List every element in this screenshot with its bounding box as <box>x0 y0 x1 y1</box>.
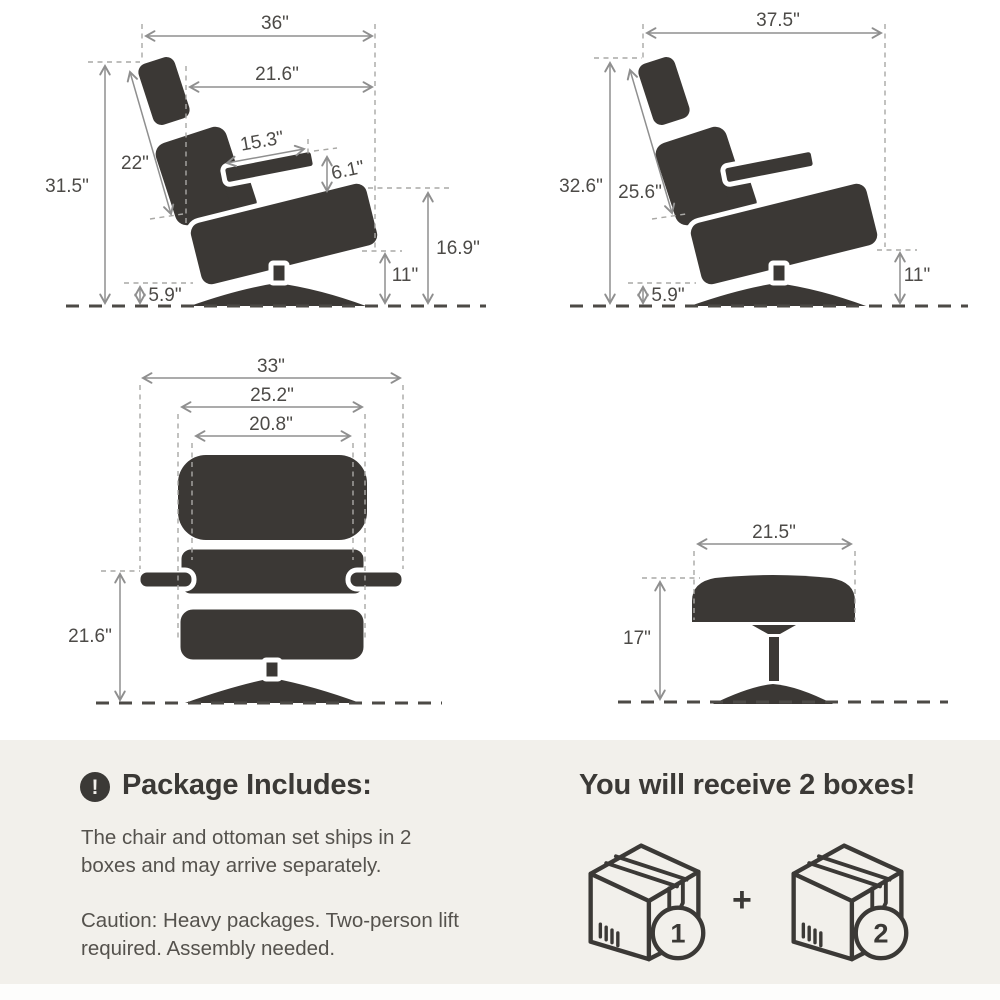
dim-label-overall-height: 32.6" <box>559 176 603 197</box>
boxes-heading: You will receive 2 boxes! <box>579 769 916 801</box>
diagram-chair-front <box>68 356 442 703</box>
dim-label-overall-height: 17" <box>623 628 651 649</box>
alert-icon-glyph: ! <box>91 775 99 799</box>
dim-label-armrest-to-seat: 6.1" <box>329 156 367 185</box>
diagram-chair-side-b <box>559 10 968 306</box>
dim-label-ground-clearance: 5.9" <box>651 285 685 306</box>
dim-label-backrest: 25.6" <box>618 182 662 203</box>
dim-label-armrest-length: 15.3" <box>238 127 286 156</box>
box-number: 2 <box>873 917 889 949</box>
alert-icon <box>80 772 110 802</box>
shipping-box-icon <box>579 833 711 965</box>
dim-label-top-width: 21.5" <box>752 522 796 543</box>
shipping-box-icon <box>782 833 914 965</box>
dim-label-overall-width: 33" <box>257 356 285 377</box>
dim-label-backrest: 22" <box>121 153 149 174</box>
page-bottom-edge <box>0 984 1000 1000</box>
dim-label-upper-width: 21.6" <box>255 64 299 85</box>
dim-label-cushion-width: 20.8" <box>249 414 293 435</box>
dim-label-armrest-height: 21.6" <box>68 626 112 647</box>
diagram-chair-side-a <box>45 13 486 306</box>
chair-side-silhouette <box>636 55 882 306</box>
dim-label-overall-height: 31.5" <box>45 176 89 197</box>
dim-label-ground-clearance: 5.9" <box>148 285 182 306</box>
dim-label-seat-height: 11" <box>391 265 419 286</box>
barcode-lines <box>803 924 820 945</box>
barcode-lines <box>600 924 617 945</box>
plus-sign: + <box>732 881 752 919</box>
dim-label-seat-height: 11" <box>903 265 931 286</box>
dim-label-seat-rear-height: 16.9" <box>436 238 480 259</box>
diagram-ottoman-side <box>618 522 948 704</box>
box-number: 1 <box>670 917 686 949</box>
package-caution: Caution: Heavy packages. Two-person lift required. Assembly needed. <box>81 909 459 960</box>
package-includes-heading: Package Includes: <box>122 769 372 801</box>
dim-label-backrest-width: 25.2" <box>250 385 294 406</box>
dim-label-overall-width: 36" <box>261 13 289 34</box>
package-description: The chair and ottoman set ships in 2 boxes and may arrive separately. <box>81 826 412 877</box>
dim-label-overall-width: 37.5" <box>756 10 800 31</box>
ottoman-silhouette <box>692 575 855 704</box>
